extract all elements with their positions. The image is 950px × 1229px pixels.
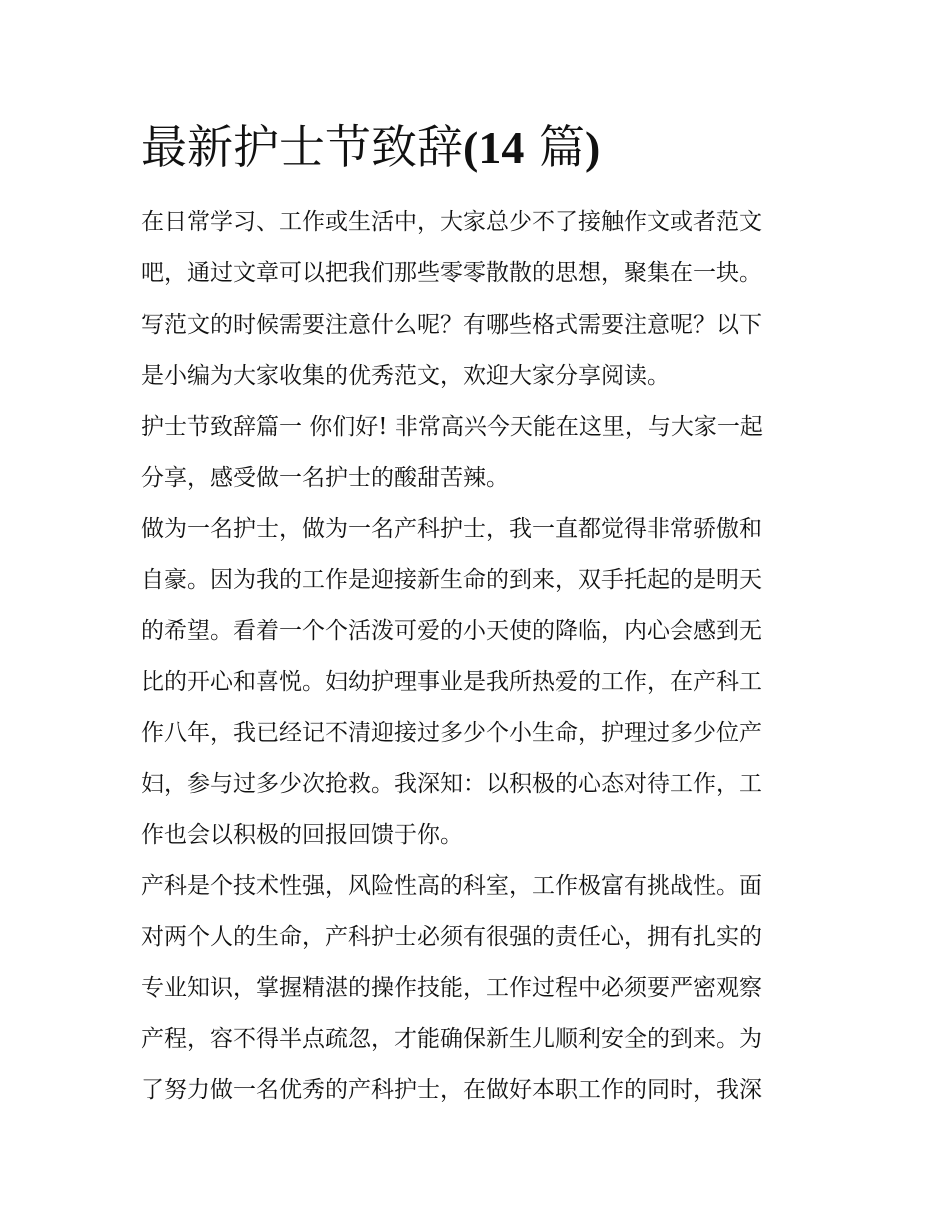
document-title (141, 114, 600, 181)
text-line: 自豪。因为我的工作是迎接新生命的到来，双手托起的是明天 (141, 567, 762, 593)
text-line: 在日常学习、工作或生活中，大家总少不了接触作文或者范文 (141, 209, 762, 235)
title-count-unit: 篇 (524, 120, 585, 174)
text-line: 的希望。看着一个个活泼可爱的小天使的降临，内心会感到无 (141, 618, 762, 644)
text-line: 作也会以积极的回报回馈于你。 (141, 822, 463, 848)
title-main: 最新护士节致辞 (141, 120, 463, 174)
text-line: 写范文的时候需要注意什么呢？有哪些格式需要注意呢？以下 (141, 312, 762, 338)
text-line: 分享，感受做一名护士的酸甜苦辣。 (141, 465, 509, 491)
text-line: 比的开心和喜悦。妇幼护理事业是我所热爱的工作，在产科工 (141, 669, 762, 695)
text-line: 对两个人的生命，产科护士必须有很强的责任心，拥有扎实的 (141, 924, 762, 950)
text-line: 了努力做一名优秀的产科护士，在做好本职工作的同时，我深 (141, 1077, 762, 1103)
text-line: 护士节致辞篇一 你们好! 非常高兴今天能在这里，与大家一起 (141, 414, 763, 440)
title-count-close: ) (584, 122, 601, 173)
text-line: 专业知识，掌握精湛的操作技能，工作过程中必须要严密观察 (141, 975, 762, 1001)
text-line: 作八年，我已经记不清迎接过多少个小生命，护理过多少位产 (141, 720, 762, 746)
text-line: 产程，容不得半点疏忽，才能确保新生儿顺利安全的到来。为 (141, 1026, 762, 1052)
text-line: 是小编为大家收集的优秀范文，欢迎大家分享阅读。 (141, 363, 670, 389)
text-line: 做为一名护士，做为一名产科护士，我一直都觉得非常骄傲和 (141, 516, 762, 542)
title-count-open: (14 (463, 122, 525, 173)
text-line: 产科是个技术性强，风险性高的科室，工作极富有挑战性。面 (141, 873, 762, 899)
text-line: 吧，通过文章可以把我们那些零零散散的思想，聚集在一块。 (141, 260, 762, 286)
text-line: 妇，参与过多少次抢救。我深知：以积极的心态对待工作，工 (141, 771, 762, 797)
